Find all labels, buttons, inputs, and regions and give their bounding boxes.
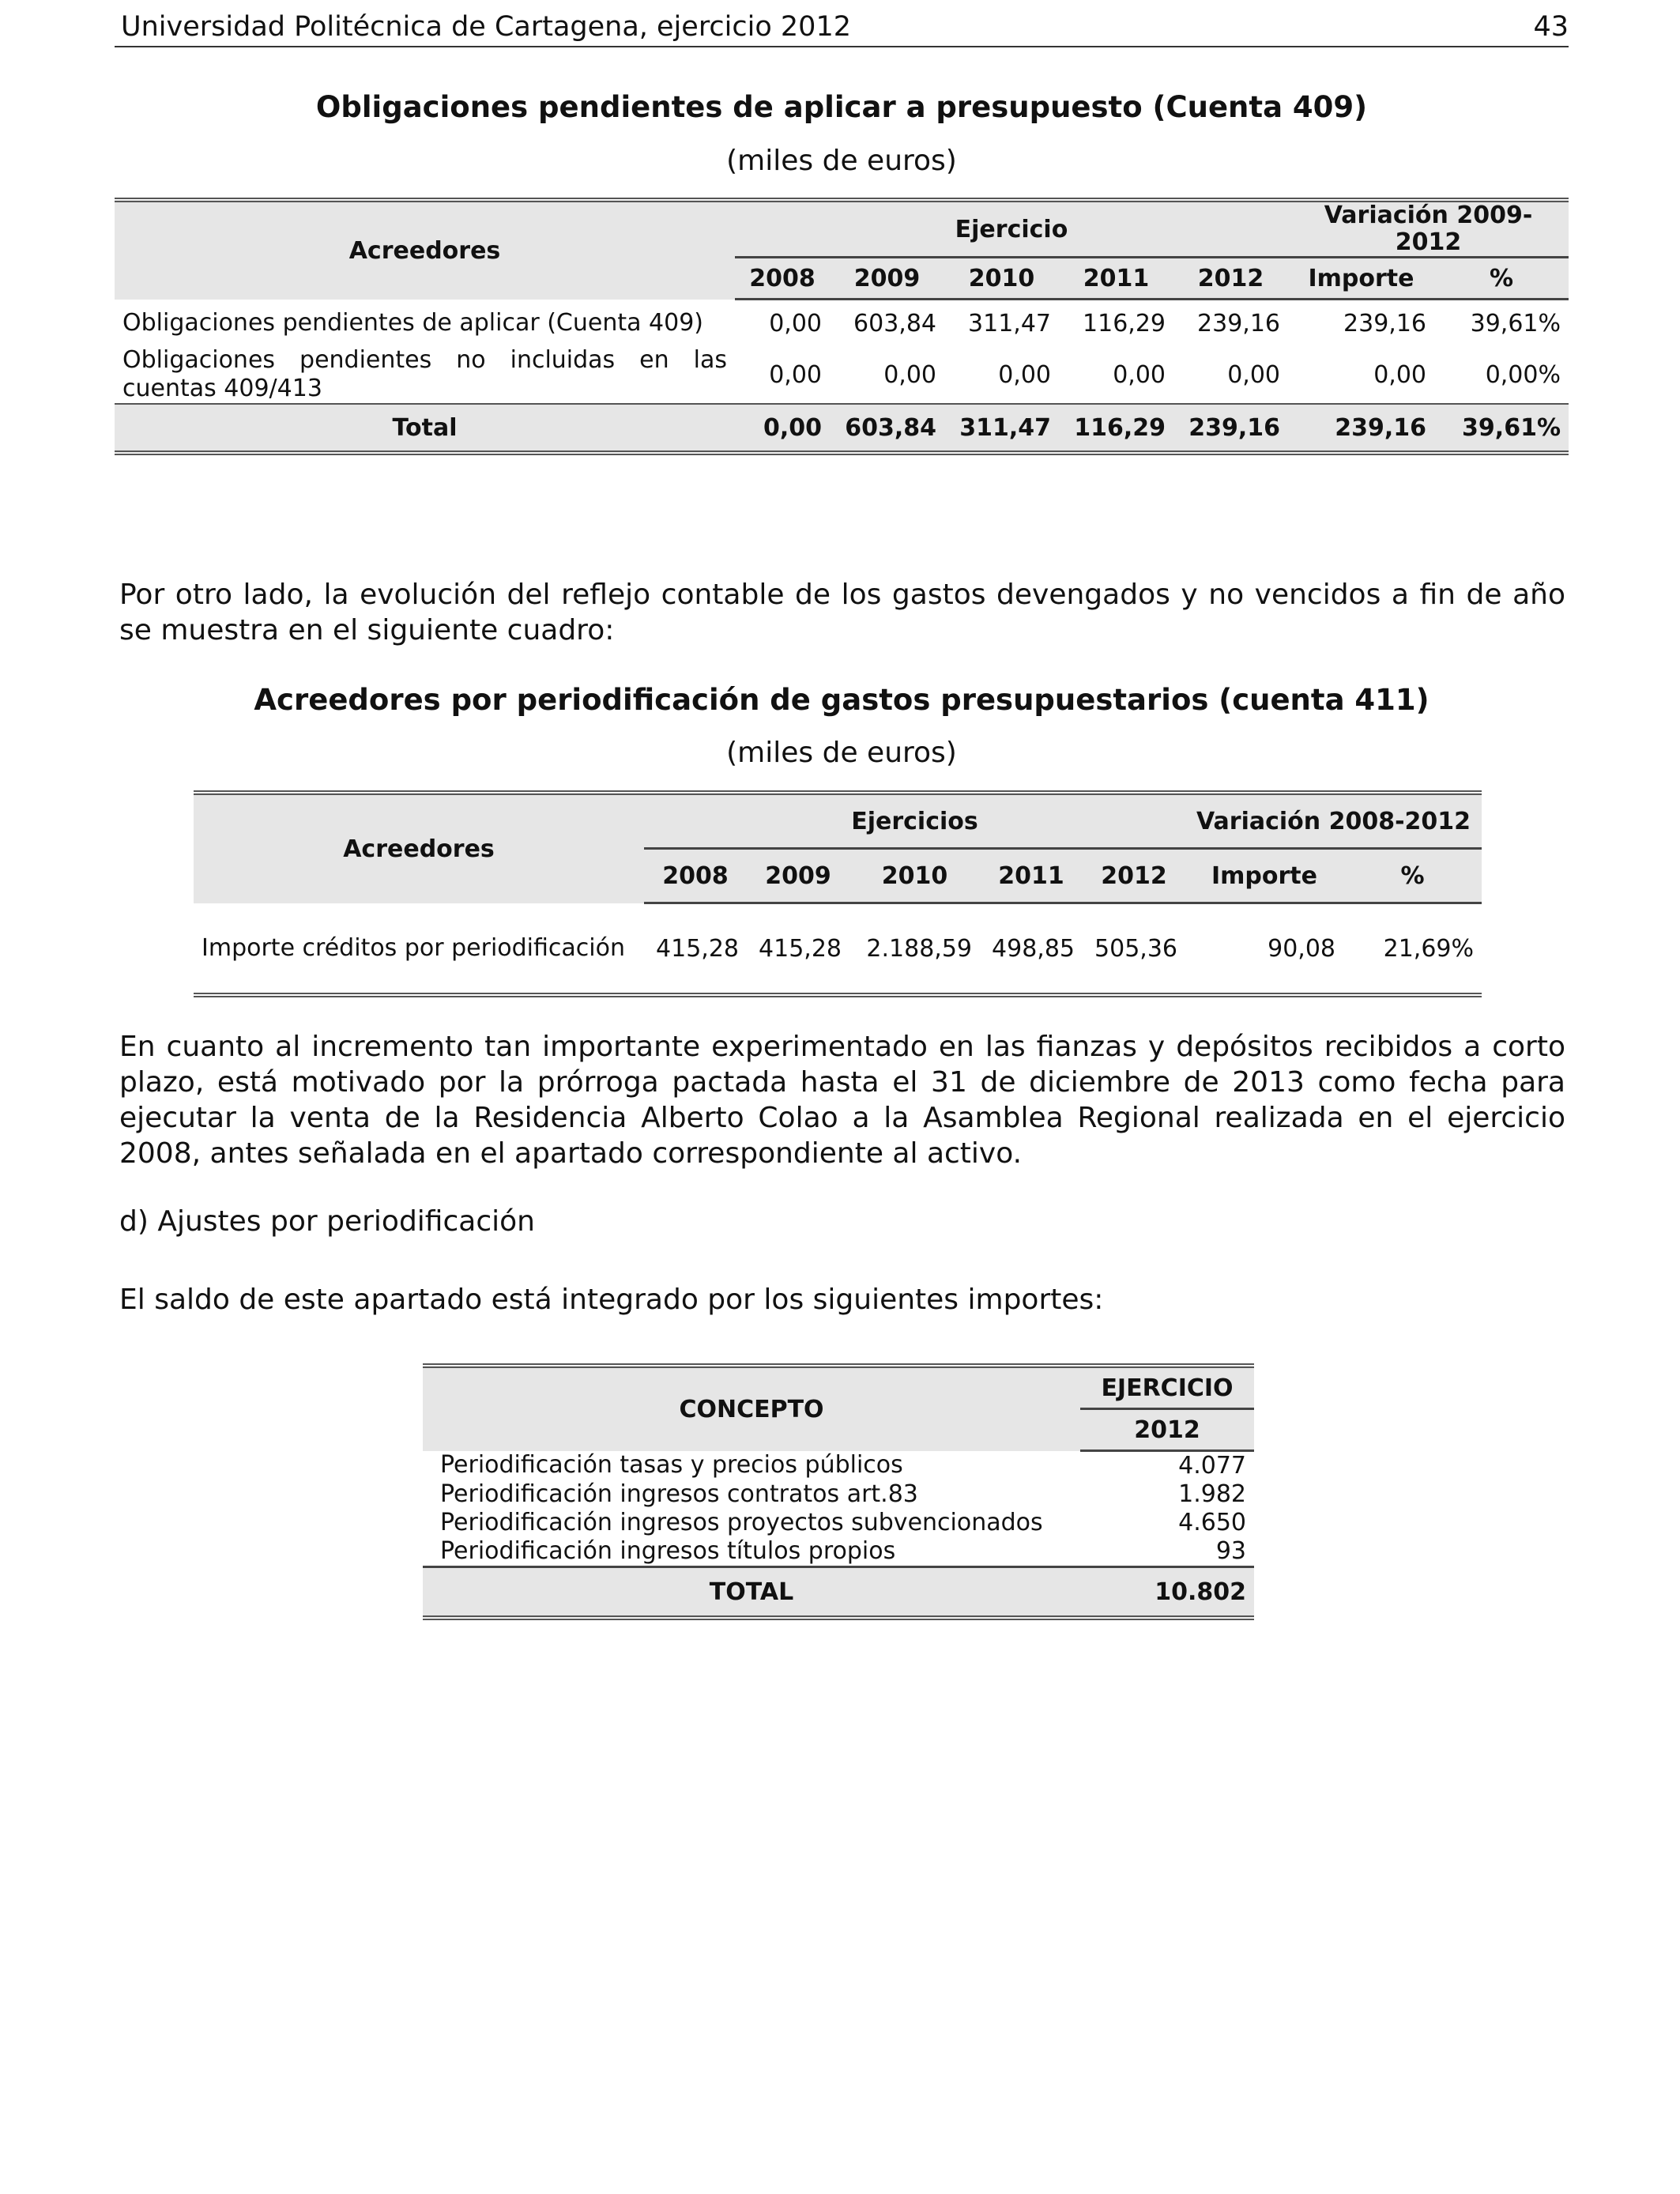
cell: 0,00 — [998, 360, 1051, 389]
cell: 239,16 — [1343, 309, 1426, 337]
table-row — [115, 300, 1569, 347]
cell: 0,00 — [1113, 360, 1166, 389]
cell: 4.650 — [1178, 1509, 1246, 1536]
cell: 0,00 — [1373, 360, 1426, 389]
col-pct: % — [1434, 258, 1569, 300]
page-number: 43 — [1533, 11, 1569, 43]
cell: 116,29 — [1083, 309, 1166, 337]
row-label: Importe créditos por periodificación — [202, 933, 625, 962]
cell: 498,85 — [992, 934, 1075, 963]
year-header: 2011 — [1059, 258, 1173, 300]
cell: 4.077 — [1178, 1452, 1246, 1480]
cell: 90,08 — [1268, 934, 1335, 963]
paragraph-saldo: El saldo de este apartado está integrado por los siguientes importes: — [119, 1284, 1104, 1316]
col-ejercicio: EJERCICIO — [1080, 1366, 1254, 1409]
cell: 0,00 — [769, 360, 822, 389]
table-obligaciones-409 — [115, 198, 1569, 455]
cell: 0,00 — [735, 404, 830, 453]
paragraph-fianzas: En cuanto al incremento tan importante experimentado en las fianzas y depósitos recibidos a corto plazo, está motivado por la prórroga pactada hasta el 31 de diciembre de 2013 como fecha para ejecutar la venta de la Residencia Alberto Colao a la Asamblea Regional realizada en el ejercicio 2008, antes señalada en el apartado correspondiente al activo. — [119, 1031, 1565, 1170]
total-value: 10.802 — [1080, 1567, 1254, 1619]
total-label: TOTAL — [423, 1567, 1080, 1619]
year-header: 2008 — [735, 258, 830, 300]
table-row — [115, 346, 1569, 404]
col-acreedores: Acreedores — [194, 793, 644, 903]
year-header: 2009 — [830, 258, 944, 300]
table2-subtitle: (miles de euros) — [726, 737, 957, 769]
cell: 505,36 — [1094, 934, 1177, 963]
cell: 1.982 — [1178, 1480, 1246, 1508]
table-row — [194, 903, 1482, 996]
total-label: Total — [115, 404, 735, 453]
year-header: 2010 — [849, 849, 980, 903]
cell: 239,16 — [1197, 309, 1280, 337]
cell: 415,28 — [759, 934, 842, 963]
cell: 603,84 — [853, 309, 936, 337]
col-acreedores: Acreedores — [115, 200, 735, 300]
cell: 311,47 — [968, 309, 1051, 337]
col-concepto: CONCEPTO — [423, 1366, 1080, 1451]
cell: 116,29 — [1059, 404, 1173, 453]
row-label: Obligaciones pendientes no incluidas en las cuentas 409/413 — [122, 346, 727, 402]
cell: 21,69% — [1383, 934, 1474, 963]
table2-title: Acreedores por periodificación de gastos presupuestarios (cuenta 411) — [254, 683, 1430, 717]
year-header: 2010 — [944, 258, 1059, 300]
section-heading: d) Ajustes por periodificación — [119, 1205, 535, 1238]
year-header: 2011 — [980, 849, 1083, 903]
cell: 311,47 — [944, 404, 1059, 453]
year-header: 2012 — [1083, 849, 1185, 903]
cell: 93 — [1215, 1537, 1246, 1565]
cell: 0,00% — [1485, 360, 1561, 389]
cell: 0,00 — [769, 309, 822, 337]
table-row — [423, 1509, 1254, 1537]
table-row — [423, 1451, 1254, 1481]
total-row — [423, 1567, 1254, 1619]
col-importe: Importe — [1288, 258, 1434, 300]
group-ejercicios: Ejercicios — [644, 793, 1185, 849]
year-header: 2012 — [1080, 1409, 1254, 1451]
group-variacion: Variación 2009-2012 — [1288, 200, 1569, 258]
row-label: Obligaciones pendientes de aplicar (Cuenta 409) — [122, 308, 703, 337]
table-ajustes-periodificacion — [423, 1363, 1254, 1620]
col-pct: % — [1343, 849, 1482, 903]
table-row — [423, 1480, 1254, 1509]
row-label: Periodificación ingresos contratos art.83 — [440, 1480, 918, 1508]
cell: 0,00 — [883, 360, 936, 389]
group-ejercicio: Ejercicio — [735, 200, 1288, 258]
total-row — [115, 404, 1569, 453]
year-header: 2009 — [747, 849, 849, 903]
year-header: 2012 — [1173, 258, 1288, 300]
row-label: Periodificación ingresos títulos propios — [440, 1537, 896, 1565]
page-header — [115, 11, 1569, 47]
col-importe: Importe — [1185, 849, 1343, 903]
cell: 39,61% — [1434, 404, 1569, 453]
header-title: Universidad Politécnica de Cartagena, ejercicio 2012 — [121, 11, 851, 43]
table1-subtitle: (miles de euros) — [726, 145, 957, 177]
cell: 239,16 — [1173, 404, 1288, 453]
year-header: 2008 — [644, 849, 747, 903]
group-variacion: Variación 2008-2012 — [1185, 793, 1482, 849]
cell: 39,61% — [1470, 309, 1561, 337]
cell: 603,84 — [830, 404, 944, 453]
row-label: Periodificación ingresos proyectos subvencionados — [440, 1509, 1043, 1536]
cell: 0,00 — [1227, 360, 1280, 389]
table-acreedores-411 — [194, 790, 1482, 997]
table-row — [423, 1537, 1254, 1567]
table1-title: Obligaciones pendientes de aplicar a presupuesto (Cuenta 409) — [315, 90, 1368, 124]
cell: 2.188,59 — [866, 934, 972, 963]
cell: 239,16 — [1288, 404, 1434, 453]
paragraph-intro-411: Por otro lado, la evolución del reflejo contable de los gastos devengados y no vencidos a fin de año se muestra en el siguiente cuadro: — [119, 579, 1565, 647]
row-label: Periodificación tasas y precios públicos — [440, 1451, 903, 1480]
cell: 415,28 — [656, 934, 739, 963]
